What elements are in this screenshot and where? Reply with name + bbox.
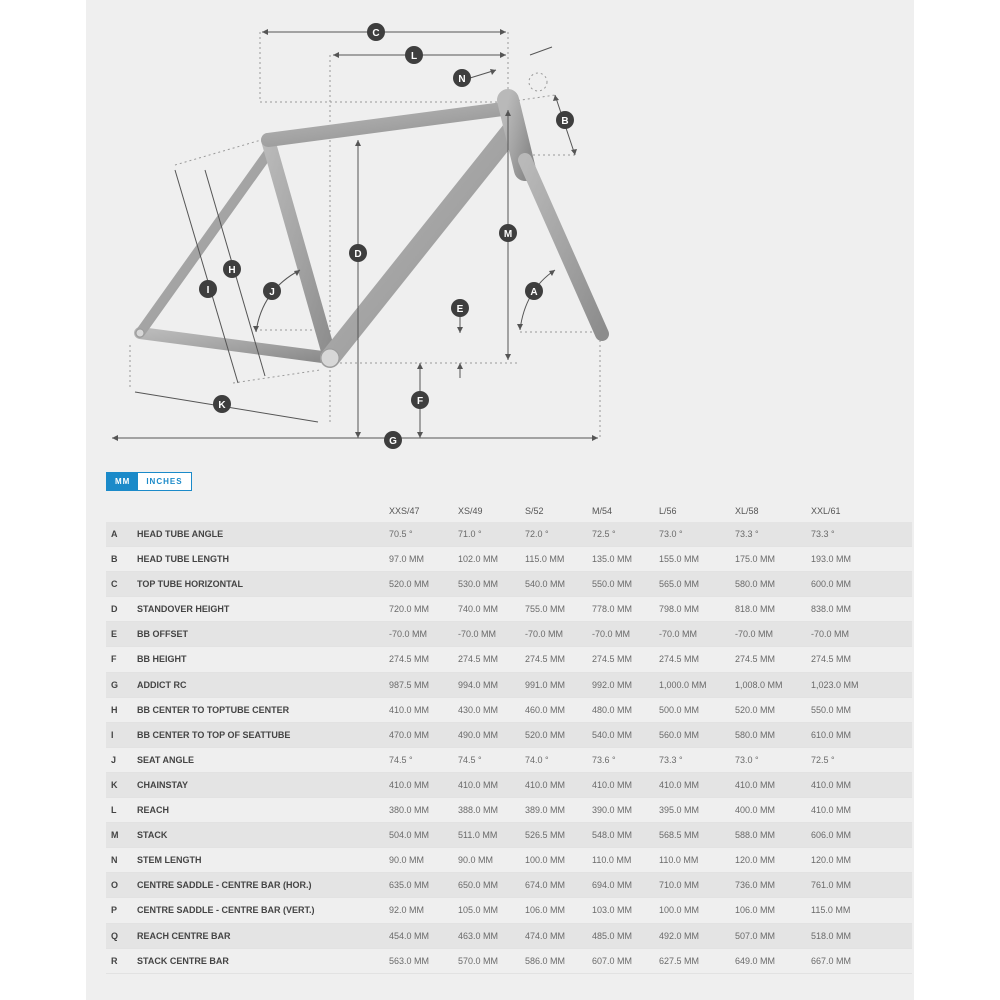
callout-i xyxy=(199,280,217,298)
row-value: 389.0 MM xyxy=(525,805,566,816)
bike-frame xyxy=(136,100,602,367)
row-value: 102.0 MM xyxy=(458,554,499,565)
table-row xyxy=(106,647,912,672)
row-value: 565.0 MM xyxy=(659,579,700,590)
geometry-diagram xyxy=(86,0,914,460)
row-label: REACH xyxy=(137,805,170,816)
row-value: 504.0 MM xyxy=(389,830,430,841)
row-label: STACK CENTRE BAR xyxy=(137,955,229,966)
row-letter: O xyxy=(111,880,119,891)
table-row xyxy=(106,949,912,974)
row-value: 410.0 MM xyxy=(811,805,852,816)
row-value: 110.0 MM xyxy=(659,855,699,866)
svg-text:H: H xyxy=(228,265,236,276)
row-value: 115.0 MM xyxy=(811,905,851,916)
row-label: HEAD TUBE LENGTH xyxy=(137,554,229,565)
row-label: BB CENTER TO TOPTUBE CENTER xyxy=(137,704,290,715)
row-value: 74.5 ° xyxy=(389,754,413,765)
row-value: 73.3 ° xyxy=(811,529,835,539)
row-label: BB HEIGHT xyxy=(137,654,187,665)
svg-text:F: F xyxy=(416,396,424,407)
table-row xyxy=(106,522,912,547)
row-label: CENTRE SADDLE - CENTRE BAR (HOR.) xyxy=(137,880,312,891)
callout-c xyxy=(367,23,385,41)
row-label: ADDICT RC xyxy=(137,679,187,690)
row-value: 100.0 MM xyxy=(659,905,700,916)
row-value: 274.5 MM xyxy=(389,654,430,665)
row-value: -70.0 MM xyxy=(659,629,698,640)
callout-b xyxy=(556,111,574,129)
table-row xyxy=(106,798,912,823)
svg-text:N: N xyxy=(458,74,466,85)
row-value: 410.0 MM xyxy=(458,779,499,790)
table-row xyxy=(106,622,912,647)
svg-text:B: B xyxy=(561,116,569,127)
table-row xyxy=(106,773,912,798)
row-value: 460.0 MM xyxy=(525,704,566,715)
row-value: 92.0 MM xyxy=(389,905,425,916)
table-header-row xyxy=(106,498,912,522)
row-value: 106.0 MM xyxy=(735,905,776,916)
callout-a xyxy=(525,282,543,300)
row-value: 1,023.0 MM xyxy=(811,679,859,690)
row-label: TOP TUBE HORIZONTAL xyxy=(137,579,244,590)
row-value: 110.0 MM xyxy=(592,855,632,866)
row-value: 610.0 MM xyxy=(811,729,852,740)
row-value: 106.0 MM xyxy=(525,905,566,916)
table-row xyxy=(106,547,912,572)
row-value: -70.0 MM xyxy=(592,629,631,640)
row-value: 73.0 ° xyxy=(735,754,759,765)
row-value: 390.0 MM xyxy=(592,805,633,816)
row-value: 710.0 MM xyxy=(659,880,700,891)
row-value: 410.0 MM xyxy=(389,779,430,790)
row-value: 90.0 MM xyxy=(458,855,494,866)
table-row xyxy=(106,723,912,748)
row-value: 74.0 ° xyxy=(525,754,549,765)
row-value: 454.0 MM xyxy=(389,930,430,941)
row-value: 274.5 MM xyxy=(811,654,852,665)
callout-e xyxy=(451,299,469,317)
row-label: BB CENTER TO TOP OF SEATTUBE xyxy=(137,729,291,740)
row-letter: K xyxy=(111,779,118,790)
row-value: 580.0 MM xyxy=(735,579,776,590)
callout-j xyxy=(263,282,281,300)
table-row xyxy=(106,698,912,723)
table-row xyxy=(106,848,912,873)
row-value: 120.0 MM xyxy=(811,855,852,866)
row-value: 485.0 MM xyxy=(592,930,633,941)
row-value: 100.0 MM xyxy=(525,855,566,866)
row-label: CHAINSTAY xyxy=(137,779,189,790)
row-value: 155.0 MM xyxy=(659,554,700,565)
callout-f xyxy=(411,391,429,409)
row-value: 570.0 MM xyxy=(458,955,499,966)
row-value: 548.0 MM xyxy=(592,830,633,841)
row-value: 755.0 MM xyxy=(525,604,566,615)
row-value: 520.0 MM xyxy=(735,704,776,715)
row-value: 410.0 MM xyxy=(659,779,700,790)
row-value: 511.0 MM xyxy=(458,830,498,841)
row-value: 72.5 ° xyxy=(592,529,616,539)
row-value: 73.0 ° xyxy=(659,529,683,539)
row-value: 274.5 MM xyxy=(525,654,566,665)
row-letter: C xyxy=(111,579,118,590)
row-value: 72.5 ° xyxy=(811,754,835,765)
row-value: 175.0 MM xyxy=(735,554,776,565)
row-value: 105.0 MM xyxy=(458,905,499,916)
row-value: 649.0 MM xyxy=(735,955,776,966)
row-value: 74.5 ° xyxy=(458,754,482,765)
unit-mm-button[interactable]: MM xyxy=(107,473,138,490)
callout-l xyxy=(405,46,423,64)
row-value: 778.0 MM xyxy=(592,604,633,615)
row-value: 798.0 MM xyxy=(659,604,700,615)
row-value: 430.0 MM xyxy=(458,704,499,715)
callout-n xyxy=(453,69,471,87)
row-value: 650.0 MM xyxy=(458,880,499,891)
row-letter: B xyxy=(111,554,118,565)
row-value: 736.0 MM xyxy=(735,880,776,891)
row-value: -70.0 MM xyxy=(525,629,564,640)
row-value: 507.0 MM xyxy=(735,930,776,941)
row-value: 90.0 MM xyxy=(389,855,425,866)
row-value: 838.0 MM xyxy=(811,604,852,615)
row-label: SEAT ANGLE xyxy=(137,754,195,765)
row-value: 274.5 MM xyxy=(592,654,633,665)
row-value: 410.0 MM xyxy=(525,779,566,790)
row-value: 1,008.0 MM xyxy=(735,679,783,690)
row-value: 580.0 MM xyxy=(735,729,776,740)
row-label: STANDOVER HEIGHT xyxy=(137,604,230,615)
row-value: 492.0 MM xyxy=(659,930,700,941)
row-value: 470.0 MM xyxy=(389,729,430,740)
row-letter: Q xyxy=(111,930,119,941)
row-letter: D xyxy=(111,604,118,615)
row-value: 568.5 MM xyxy=(659,830,700,841)
row-value: 380.0 MM xyxy=(389,805,430,816)
row-letter: A xyxy=(111,529,118,539)
row-letter: P xyxy=(111,905,118,916)
row-value: 135.0 MM xyxy=(592,554,633,565)
row-value: 490.0 MM xyxy=(458,729,499,740)
row-value: -70.0 MM xyxy=(811,629,850,640)
row-value: 518.0 MM xyxy=(811,930,852,941)
row-value: 674.0 MM xyxy=(525,880,566,891)
row-label: HEAD TUBE ANGLE xyxy=(137,529,224,539)
row-value: 115.0 MM xyxy=(525,554,565,565)
row-value: 540.0 MM xyxy=(592,729,633,740)
table-row xyxy=(106,748,912,773)
callout-m xyxy=(499,224,517,242)
row-value: 560.0 MM xyxy=(659,729,700,740)
row-value: 627.5 MM xyxy=(659,955,700,966)
row-value: 410.0 MM xyxy=(811,779,852,790)
row-value: 72.0 ° xyxy=(525,529,549,539)
row-value: 73.6 ° xyxy=(592,754,616,765)
size-header: M/54 xyxy=(592,506,613,516)
row-value: 410.0 MM xyxy=(735,779,776,790)
row-letter: F xyxy=(111,654,117,665)
row-value: 761.0 MM xyxy=(811,880,852,891)
unit-toggle xyxy=(106,472,192,491)
size-header: XS/49 xyxy=(458,506,483,516)
row-letter: G xyxy=(111,679,119,690)
row-value: 992.0 MM xyxy=(592,679,633,690)
row-value: 740.0 MM xyxy=(458,604,499,615)
row-letter: R xyxy=(111,955,118,966)
table-row xyxy=(106,673,912,698)
svg-text:M: M xyxy=(503,229,513,240)
row-value: 73.3 ° xyxy=(659,754,683,765)
size-header: S/52 xyxy=(525,506,544,516)
row-value: 818.0 MM xyxy=(735,604,776,615)
row-value: 994.0 MM xyxy=(458,679,499,690)
reference-lines xyxy=(130,32,600,440)
svg-text:E: E xyxy=(456,304,464,315)
row-value: -70.0 MM xyxy=(389,629,428,640)
row-letter: I xyxy=(111,729,114,740)
row-value: 274.5 MM xyxy=(458,654,499,665)
row-value: 987.5 MM xyxy=(389,679,430,690)
table-row xyxy=(106,924,912,949)
row-value: 530.0 MM xyxy=(458,579,499,590)
table-row xyxy=(106,823,912,848)
table-row xyxy=(106,873,912,898)
row-value: 1,000.0 MM xyxy=(659,679,707,690)
row-letter: M xyxy=(111,830,119,841)
row-letter: E xyxy=(111,629,118,640)
row-value: 500.0 MM xyxy=(659,704,700,715)
row-value: 600.0 MM xyxy=(811,579,852,590)
row-value: 540.0 MM xyxy=(525,579,566,590)
row-value: 563.0 MM xyxy=(389,955,430,966)
row-value: 694.0 MM xyxy=(592,880,633,891)
callout-h xyxy=(223,260,241,278)
row-value: 97.0 MM xyxy=(389,554,425,565)
row-value: 274.5 MM xyxy=(659,654,700,665)
row-value: -70.0 MM xyxy=(735,629,774,640)
row-value: 480.0 MM xyxy=(592,704,633,715)
row-value: 120.0 MM xyxy=(735,855,776,866)
dimension-arrowheads xyxy=(112,29,598,441)
row-label: BB OFFSET xyxy=(137,629,188,640)
callout-g xyxy=(384,431,402,449)
row-label: STEM LENGTH xyxy=(137,855,202,866)
callout-k xyxy=(213,395,231,413)
row-value: -70.0 MM xyxy=(458,629,497,640)
row-value: 588.0 MM xyxy=(735,830,776,841)
row-letter: L xyxy=(111,805,117,816)
row-value: 720.0 MM xyxy=(389,604,430,615)
row-value: 73.3 ° xyxy=(735,529,759,539)
callout-d xyxy=(349,244,367,262)
row-value: 395.0 MM xyxy=(659,805,700,816)
row-value: 607.0 MM xyxy=(592,955,633,966)
dimension-lines xyxy=(112,32,598,438)
size-header: XXS/47 xyxy=(389,506,420,516)
row-value: 520.0 MM xyxy=(389,579,430,590)
row-value: 550.0 MM xyxy=(811,704,852,715)
size-header: L/56 xyxy=(659,506,677,516)
row-value: 410.0 MM xyxy=(389,704,430,715)
svg-text:J: J xyxy=(269,287,275,298)
row-value: 193.0 MM xyxy=(811,554,852,565)
svg-text:G: G xyxy=(389,436,397,447)
svg-text:K: K xyxy=(218,400,226,411)
table-row xyxy=(106,898,912,923)
row-value: 635.0 MM xyxy=(389,880,430,891)
svg-text:A: A xyxy=(530,287,538,298)
row-value: 550.0 MM xyxy=(592,579,633,590)
size-header: XL/58 xyxy=(735,506,759,516)
row-value: 667.0 MM xyxy=(811,955,852,966)
svg-text:L: L xyxy=(410,51,418,62)
geometry-table xyxy=(106,498,912,974)
table-body xyxy=(106,522,912,974)
row-value: 474.0 MM xyxy=(525,930,566,941)
row-label: REACH CENTRE BAR xyxy=(137,930,231,941)
row-value: 410.0 MM xyxy=(592,779,633,790)
row-value: 388.0 MM xyxy=(458,805,499,816)
row-value: 463.0 MM xyxy=(458,930,499,941)
svg-text:D: D xyxy=(354,249,362,260)
row-value: 520.0 MM xyxy=(525,729,566,740)
row-label: STACK xyxy=(137,830,168,841)
row-letter: H xyxy=(111,704,118,715)
row-value: 71.0 ° xyxy=(458,529,482,539)
svg-text:C: C xyxy=(372,28,380,39)
row-value: 400.0 MM xyxy=(735,805,776,816)
table-row xyxy=(106,572,912,597)
row-value: 274.5 MM xyxy=(735,654,776,665)
row-value: 586.0 MM xyxy=(525,955,566,966)
row-value: 103.0 MM xyxy=(592,905,633,916)
table-row xyxy=(106,597,912,622)
row-letter: N xyxy=(111,855,118,866)
row-label: CENTRE SADDLE - CENTRE BAR (VERT.) xyxy=(137,905,315,916)
svg-text:I: I xyxy=(206,285,210,296)
row-value: 991.0 MM xyxy=(525,679,566,690)
size-header: XXL/61 xyxy=(811,506,841,516)
row-value: 606.0 MM xyxy=(811,830,852,841)
row-value: 70.5 ° xyxy=(389,529,413,539)
row-value: 526.5 MM xyxy=(525,830,566,841)
unit-inches-button[interactable]: INCHES xyxy=(138,473,190,490)
row-letter: J xyxy=(111,754,117,765)
